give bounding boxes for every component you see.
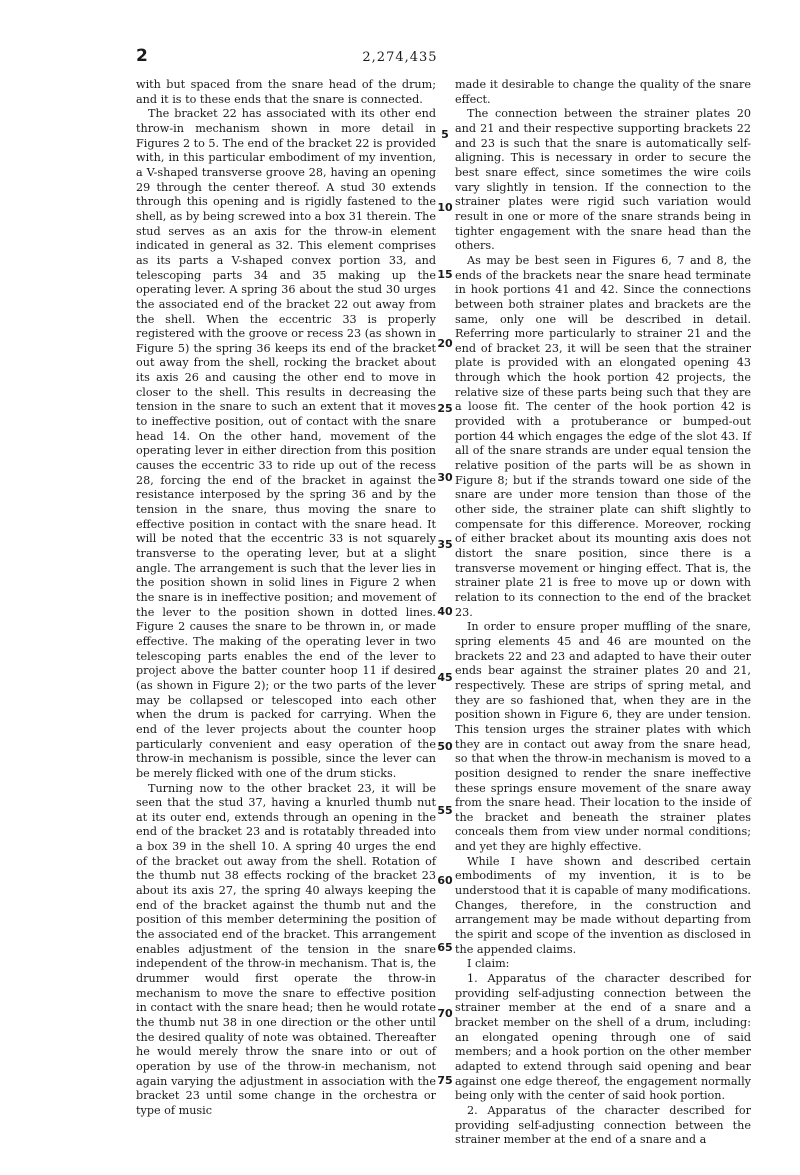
line-number: 45 <box>437 671 453 684</box>
paragraph: While I have shown and described certain embodiments of my invention, it is to be understood that it is capable of many modifications. Changes, therefore, in the construction and arrangement may be made without departing from the spirit and scope of the invention as disclosed in the appended claims. <box>455 854 751 956</box>
line-number: 25 <box>437 402 453 415</box>
line-number: 20 <box>437 337 453 350</box>
line-number: 75 <box>437 1074 453 1087</box>
line-number: 35 <box>437 538 453 551</box>
line-number: 10 <box>437 201 453 214</box>
line-number: 40 <box>437 605 453 618</box>
line-number: 60 <box>437 874 453 887</box>
line-number: 30 <box>437 471 453 484</box>
claim-heading: I claim: <box>467 957 510 971</box>
paragraph: Turning now to the other bracket 23, it will be seen that the stud 37, having a knurled thumb nut at its outer end, extends through an opening in the end of the bracket 23 and is rotatably threaded into a box 39 in the shell 10. A spring 40 urges the end of the bracket out away from the shell. Rotation of the thumb nut 38 effects rocking of the bracket 23 about its axis 27, the spring 40 always keeping the end of the bracket against the thumb nut and the position of this member determining the position of the associated end of the bracket. This arrangement enables adjustment of the tension in the snare independent of the throw-in mechanism. That is, the drummer would first operate the throw-in mechanism to move the snare to effective position in contact with the snare head; then he would rotate the thumb nut 38 in one direction or the other until the desired quality of note was obtained. Thereafter he would merely throw the snare into or out of operation by use of the throw-in mechanism, not again varying the adjustment in association with the bracket 23 until some change in the orchestra or type of music <box>136 781 436 1117</box>
page-number: 2 <box>136 46 148 66</box>
paragraph: As may be best seen in Figures 6, 7 and 8, the ends of the brackets near the snare head terminate in hook portions 41 and 42. Since the connections between both strainer plates and brackets are the same, only one will be described in detail. Referring more particularly to strainer 21 and the end of bracket 23, it will be seen that the strainer plate is provided with an elongated opening 43 through which the hook portion 42 projects, the relative size of these parts being such that they are a loose fit. The center of the hook portion 42 is provided with a protuberance or bumped-out portion 44 which engages the edge of the slot 43. If all of the snare strands are under equal tension the relative position of the parts will be as shown in Figure 8; but if the strands toward one side of the snare are under more tension than those of the other side, the strainer plate can shift slightly to compensate for this difference. Moreover, rocking of either bracket about its mounting axis does not distort the snare position, since there is a transverse movement or hinging effect. That is, the strainer plate 21 is free to move up or down with relation to its connection to the end of the bracket 23. <box>455 253 751 619</box>
paragraph: The bracket 22 has associated with its other end throw-in mechanism shown in more detail in Figures 2 to 5. The end of the bracket 22 is provided with, in this particular embodiment of my invention, a V-shaped transverse groove 28, having an opening 29 through the center thereof. A stud 30 extends through this opening and is rigidly fastened to the shell, as by being screwed into a box 31 therein. The stud serves as an axis for the throw-in element indicated in general as 32. This element comprises as its parts a V-shaped convex portion 33, and telescoping parts 34 and 35 making up the operating lever. A spring 36 about the stud 30 urges the associated end of the bracket 22 out away from the shell. When the eccentric 33 is properly registered with the groove or recess 23 (as shown in Figure 5) the spring 36 keeps its end of the bracket out away from the shell, rocking the bracket about its axis 26 and causing the other end to move in closer to the shell. This results in decreasing the tension in the snare to such an extent that it moves to ineffective position, out of contact with the snare head 14. On the other hand, movement of the operating lever in either direction from this position causes the eccentric 33 to ride up out of the recess 28, forcing the end of the bracket in against the resistance interposed by the spring 36 and by the tension in the snare, thus moving the snare to effective position in contact with the snare head. It will be noted that the eccentric 33 is not squarely transverse to the operating lever, but at a slight angle. The arrangement is such that the lever lies in the position shown in solid lines in Figure 2 when the snare is in ineffective position; and movement of the lever to the position shown in dotted lines. Figure 2 causes the snare to be thrown in, or made effective. The making of the operating lever in two telescoping parts enables the end of the lever to project above the batter counter hoop 11 if desired (as shown in Figure 2); or the two parts of the lever may be collapsed or telescoped into each other when the drum is packed for carrying. When the end of the lever projects about the counter hoop particularly convenient and easy operation of the throw-in mechanism is possible, since the lever can be merely flicked with one of the drum sticks. <box>136 107 437 780</box>
claim: 1. Apparatus of the character described for providing self-adjusting connection between the strainer member at the end of a snare and a bracket member on the shell of a drum, including: an elongated opening through one of said members; and a hook portion on the other member adapted to extend through said opening and bear against one edge thereof, the engagement normally being only with the center of said hook portion. <box>455 972 751 1103</box>
line-number: 65 <box>437 941 453 954</box>
right-column <box>455 78 751 1148</box>
paragraph: made it desirable to change the quality of the snare effect. <box>455 78 751 106</box>
paragraph: The connection between the strainer plates 20 and 21 and their respective supporting brackets 22 and 23 is such that the snare is automatically self-aligning. This is necessary in order to secure the best snare effect, since sometimes the wire coils vary slightly in tension. If the connection to the strainer plates were rigid such variation would result in one or more of the snare strands being in tighter engagement with the snare head than the others. <box>455 107 751 253</box>
patent-number: 2,274,435 <box>362 50 438 65</box>
paragraph: In order to ensure proper muffling of the snare, spring elements 45 and 46 are mounted on the brackets 22 and 23 and adapted to have their outer ends bear against the strainer plates 20 and 21, respectively. These are strips of spring metal, and they are so fashioned that, when they are in the position shown in Figure 6, they are under tension. This tension urges the strainer plates with which they are in contact out away from the snare head, so that when the throw-in mechanism is moved to a position designed to render the snare ineffective these springs ensure movement of the snare away from the snare head. Their location to the inside of the bracket and beneath the strainer plates conceals them from view under normal conditions; and yet they are highly effective. <box>455 620 751 854</box>
line-number: 70 <box>437 1007 453 1020</box>
line-number: 50 <box>437 740 453 753</box>
paragraph: with but spaced from the snare head of the drum; and it is to these ends that the snare is connected. <box>136 78 436 106</box>
line-number: 5 <box>441 128 449 141</box>
left-column <box>136 78 436 1119</box>
claim: 2. Apparatus of the character described for providing self-adjusting connection between the strainer member at the end of a snare and a <box>455 1103 751 1147</box>
line-number: 15 <box>437 268 453 281</box>
line-number: 55 <box>437 804 453 817</box>
